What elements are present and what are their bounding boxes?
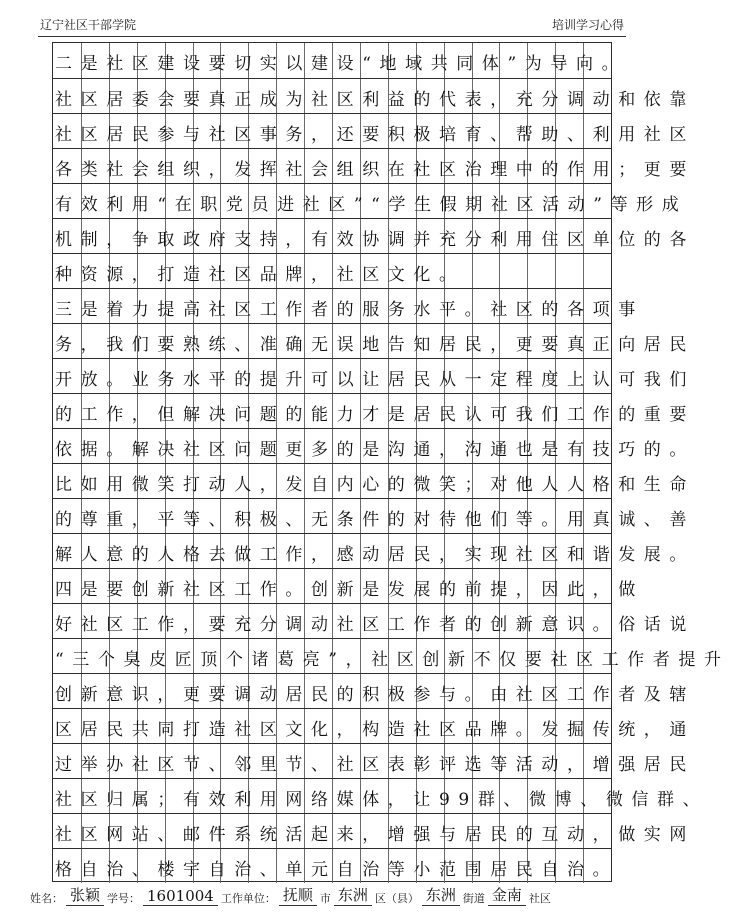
work-label: 工作单位： [220, 892, 276, 905]
grid-row [53, 78, 695, 113]
grid-row [53, 358, 695, 393]
grid-row [53, 183, 688, 218]
community-value: 金南 [488, 884, 526, 906]
handwritten-line: 解人意的人格去做工作，感动居民，实现社区和谐发展。 [55, 544, 695, 565]
grid-row [53, 463, 695, 498]
grid-row [53, 148, 695, 183]
handwritten-line: 各类社会组织，发挥社会组织在社区治理中的作用；更要 [55, 159, 695, 180]
handwritten-line: 区居民共同打造社区文化，构造社区品牌。发掘传统，通 [55, 719, 695, 740]
grid-row [53, 638, 730, 673]
district-label: 区（县） [374, 892, 419, 905]
grid-row [53, 498, 695, 533]
community-label: 社区 [528, 892, 551, 905]
handwritten-line: 社区居委会要真正成为社区利益的代表，充分调动和依靠 [55, 89, 695, 110]
handwritten-line: 机制，争取政府支持，有效协调并充分利用住区单位的各 [55, 229, 695, 250]
college-name: 辽宁社区干部学院 [40, 18, 137, 32]
document-type: 培训学习心得 [551, 18, 624, 32]
handwritten-line: 比如用微笑打动人，发自内心的微笑；对他人人格和生命 [55, 474, 695, 495]
city-value: 抚顺 [279, 884, 317, 906]
handwritten-line: 的尊重，平等、积极、无条件的对待他们等。用真诚、善 [55, 509, 695, 530]
handwritten-line: 二是社区建设要切实以建设“地域共同体”为导向。 [55, 54, 628, 74]
handwritten-line: 社区网站、邮件系统活起来，增强与居民的互动，做实网 [55, 824, 695, 845]
handwritten-line: 社区居民参与社区事务，还要积极培育、帮助、利用社区 [55, 124, 695, 145]
grid-row [53, 393, 695, 428]
grid-row [53, 778, 709, 813]
handwritten-line: 过举办社区节、邻里节、社区表彰评选等活动，增强居民 [55, 754, 695, 775]
writing-grid [52, 42, 730, 882]
handwritten-line: 好社区工作，要充分调动社区工作者的创新意识。俗话说 [55, 614, 695, 635]
grid-row [53, 288, 644, 323]
handwritten-line: “三个臭皮匠顶个诸葛亮”，社区创新不仅要社区工作者提升 [55, 649, 730, 670]
handwritten-line: 四是要创新社区工作。创新是发展的前提，因此，做 [55, 579, 644, 600]
handwritten-line: 创新意识，更要调动居民的积极参与。由社区工作者及辖 [55, 684, 695, 705]
handwritten-line: 社区归属；有效利用网络媒体，让99群、微博、微信群、 [55, 789, 709, 810]
grid-row [53, 708, 695, 743]
handwritten-line: 依据。解决社区问题更多的是沟通，沟通也是有技巧的。 [55, 439, 695, 460]
grid-row [53, 673, 695, 708]
grid-row [53, 603, 695, 638]
name-label: 姓名： [30, 892, 63, 905]
footer-info [30, 876, 630, 906]
grid-row [53, 43, 628, 78]
street-value: 东洲 [422, 884, 460, 906]
handwritten-line: 有效利用“在职党员进社区”“学生假期社区活动”等形成 [55, 194, 688, 215]
handwritten-line: 务，我们要熟练、准确无误地告知居民，更要真正向居民 [55, 334, 695, 355]
grid-row [53, 113, 695, 148]
handwritten-line: 三是着力提高社区工作者的服务水平。社区的各项事 [55, 299, 644, 320]
grid-row [53, 533, 695, 568]
city-label: 市 [319, 892, 331, 905]
id-label: 学号： [107, 892, 141, 905]
grid-row [53, 813, 695, 848]
grid-row [53, 323, 695, 358]
id-value: 1601004 [143, 887, 218, 906]
grid-row [53, 743, 695, 778]
grid-row [53, 253, 611, 288]
handwritten-line: 格自治、楼宇自治、单元自治等小范围居民自治。 [55, 859, 619, 880]
handwritten-line: 种资源，打造社区品牌，社区文化。 [55, 264, 465, 285]
street-label: 街道 [462, 892, 485, 905]
name-value: 张颖 [66, 884, 104, 906]
district-value: 东洲 [334, 884, 372, 906]
handwritten-line: 开放。业务水平的提升可以让居民从一定程度上认可我们 [55, 369, 695, 390]
grid-row [53, 218, 695, 253]
handwritten-line: 的工作，但解决问题的能力才是居民认可我们工作的重要 [55, 404, 695, 425]
grid-row [53, 428, 695, 463]
grid-row [53, 568, 644, 603]
header-rule [38, 36, 626, 37]
